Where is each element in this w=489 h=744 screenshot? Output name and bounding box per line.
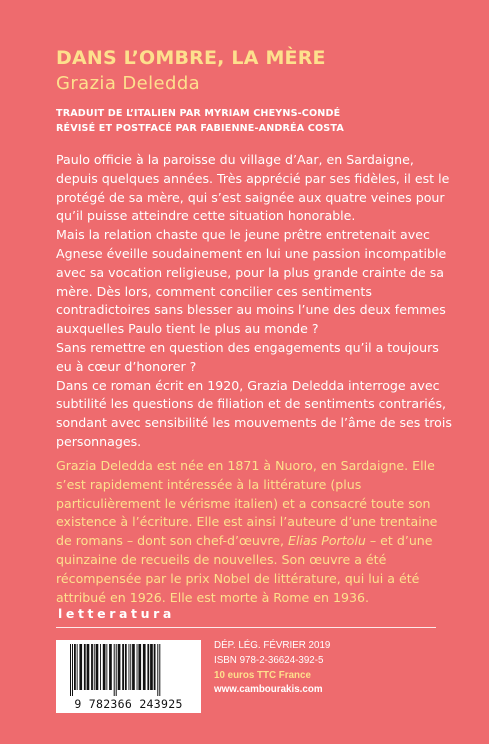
barcode-bar <box>125 644 127 690</box>
synopsis-paragraph: Sans remettre en question des engagements qu’il a toujours eu à cœur d’honorer ? <box>56 339 439 374</box>
barcode-bar <box>79 644 82 690</box>
biography-part-1: Grazia Deledda est née en 1871 à Nuoro, en Sardaigne. Elle s’est rapidement intéressée à la littérature (plus particulièrement le vérisme italien) et a consacré toute son existence à l’écriture. Elle est ainsi l’auteure d’une trentaine de romans – dont son chef-d’œuvre, <box>56 458 438 549</box>
book-author: Grazia Deledda <box>56 73 201 94</box>
divider-line <box>56 627 436 628</box>
reviser-credit: RÉVISÉ ET POSTFACÉ PAR FABIENNE-ANDRÉA COSTA <box>56 123 344 134</box>
biography-work-title: Elias Portolu <box>287 533 366 549</box>
barcode-bar <box>116 644 117 696</box>
barcode-bar <box>138 644 141 690</box>
barcode-bar <box>143 644 146 690</box>
biography-part-2: – et d’une quinzaine de recueils de nouvelles. Son œuvre a été récompensée par le prix Nobel de littérature, qui lui a été attribué en 1926. Elle est morte à Rome en 1936. <box>56 533 433 605</box>
barcode-bar <box>154 644 156 690</box>
barcode-bar <box>74 644 76 690</box>
barcode-bars <box>56 640 201 700</box>
barcode-bar <box>118 644 121 690</box>
barcode-bar <box>91 644 93 690</box>
legal-deposit: DÉP. LÉG. FÉVRIER 2019 <box>214 640 331 651</box>
barcode-bar <box>129 644 130 690</box>
barcode-bar <box>70 644 71 696</box>
translator-credit: TRADUIT DE L’ITALIEN PAR MYRIAM CHEYNS-CONDÉ <box>56 108 341 119</box>
author-biography <box>56 457 456 607</box>
barcode-bar <box>72 644 73 696</box>
barcode-bar <box>77 644 78 690</box>
barcode-bar <box>87 644 90 690</box>
barcode-bar <box>122 644 124 690</box>
barcode-bar <box>84 644 86 690</box>
barcode-bar <box>94 644 95 690</box>
publisher-website: www.cambourakis.com <box>214 684 323 696</box>
barcode-bar <box>103 644 106 690</box>
isbn: ISBN 978-2-36624-392-5 <box>214 654 324 666</box>
barcode-digits: 9 782366 243925 <box>74 697 183 711</box>
barcode-bar <box>147 644 149 690</box>
biography-text <box>56 457 456 607</box>
barcode-bar <box>157 644 158 696</box>
synopsis-paragraph: Dans ce roman écrit en 1920, Grazia Deledda interroge avec subtilité les questions de filiation et de sentiments contrariés, sondant avec sensibilité les mouvements de l’âme de ses trois personnages. <box>56 377 452 449</box>
book-title: DANS L’OMBRE, LA MÈRE <box>56 47 326 69</box>
synopsis-paragraph: Mais la relation chaste que le jeune prêtre entretenait avec Agnese éveille soudainement en lui une passion incompatible avec sa vocation religieuse, pour la plus grande crainte de sa mère. Dès lors, comment concilier ces sentiments contradictoires sans blesser au moins l’une des deux femmes auxquelles Paulo tient le plus au monde ? <box>56 227 447 337</box>
barcode-bar <box>150 644 153 690</box>
barcode-bar <box>132 644 135 690</box>
barcode-bar <box>96 644 99 690</box>
barcode-bar <box>114 644 115 696</box>
publishing-info <box>214 639 330 698</box>
barcode <box>56 640 201 713</box>
barcode-bar <box>100 644 101 690</box>
barcode-bar <box>159 644 160 696</box>
barcode-bar <box>109 644 112 690</box>
synopsis-paragraph: Paulo officie à la paroisse du village d’Aar, en Sardaigne, depuis quelques années. Très apprécié par ses fidèles, il est le protégé de sa mère, qui s’est saignée aux quatre veines pour qu’il puisse atteindre cette situation honorable. <box>56 152 450 224</box>
barcode-bar <box>106 644 107 690</box>
barcode-bar <box>137 644 138 690</box>
credits <box>56 106 344 136</box>
synopsis <box>56 151 456 452</box>
collection-name: letteratura <box>58 606 175 621</box>
price: 10 euros TTC France <box>214 669 311 681</box>
barcode-bar <box>130 644 131 690</box>
